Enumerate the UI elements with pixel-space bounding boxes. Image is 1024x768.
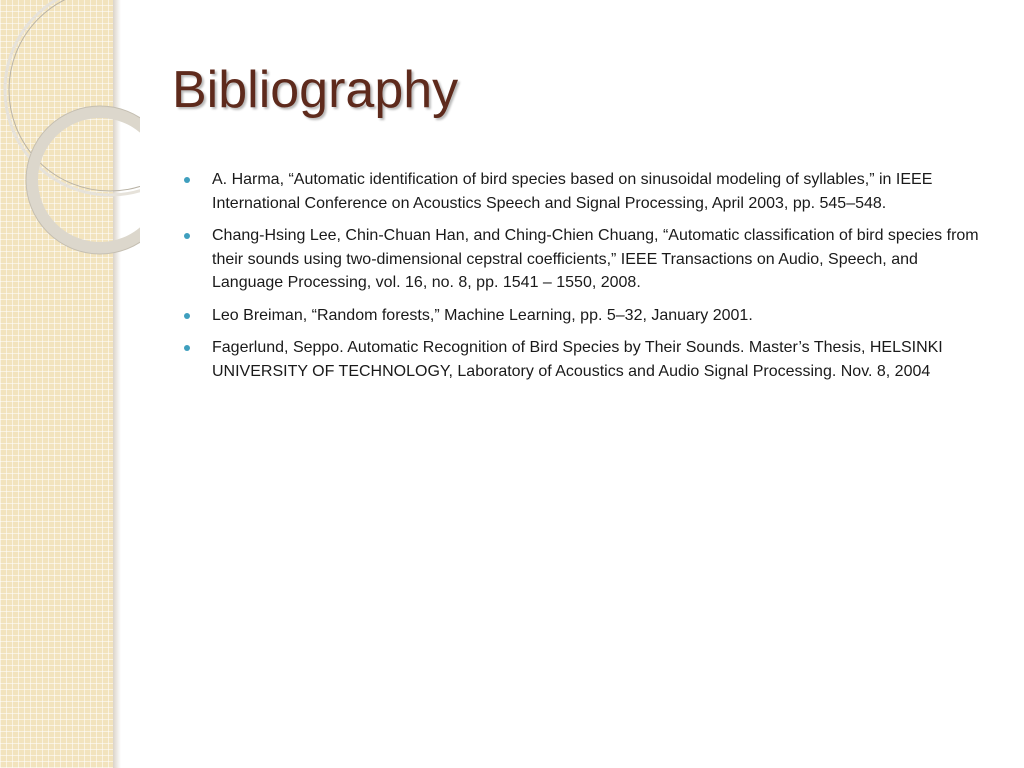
list-item xyxy=(184,336,984,383)
reference-text: Fagerlund, Seppo. Automatic Recognition of Bird Species by Their Sounds. Master’s Thesis, HELSINKI UNIVERSITY OF TECHNOLOGY, Laboratory of Acoustics and Audio Signal Processing. Nov. 8, 2004 xyxy=(212,339,943,380)
bullet-dot-icon xyxy=(184,177,190,183)
slide-title: Bibliography xyxy=(172,61,459,119)
reference-text: Chang-Hsing Lee, Chin-Chuan Han, and Ching-Chien Chuang, “Automatic classification of bird species from their sounds using two-dimensional cepstral coefficients,” IEEE Transactions on Audio, Speech, and Language Processing, vol. 16, no. 8, pp. 1541 – 1550, 2008. xyxy=(212,227,979,291)
bullet-dot-icon xyxy=(184,313,190,319)
list-item xyxy=(184,304,984,328)
reference-list xyxy=(184,168,984,392)
decorative-rings xyxy=(0,0,140,260)
reference-text: Leo Breiman, “Random forests,” Machine Learning, pp. 5–32, January 2001. xyxy=(212,306,753,324)
reference-text: A. Harma, “Automatic identification of bird species based on sinusoidal modeling of syllables,” in IEEE International Conference on Acoustics Speech and Signal Processing, April 2003, pp. 545–548. xyxy=(212,171,933,212)
list-item xyxy=(184,168,984,215)
bullet-dot-icon xyxy=(184,233,190,239)
list-item xyxy=(184,224,984,295)
bullet-dot-icon xyxy=(184,345,190,351)
